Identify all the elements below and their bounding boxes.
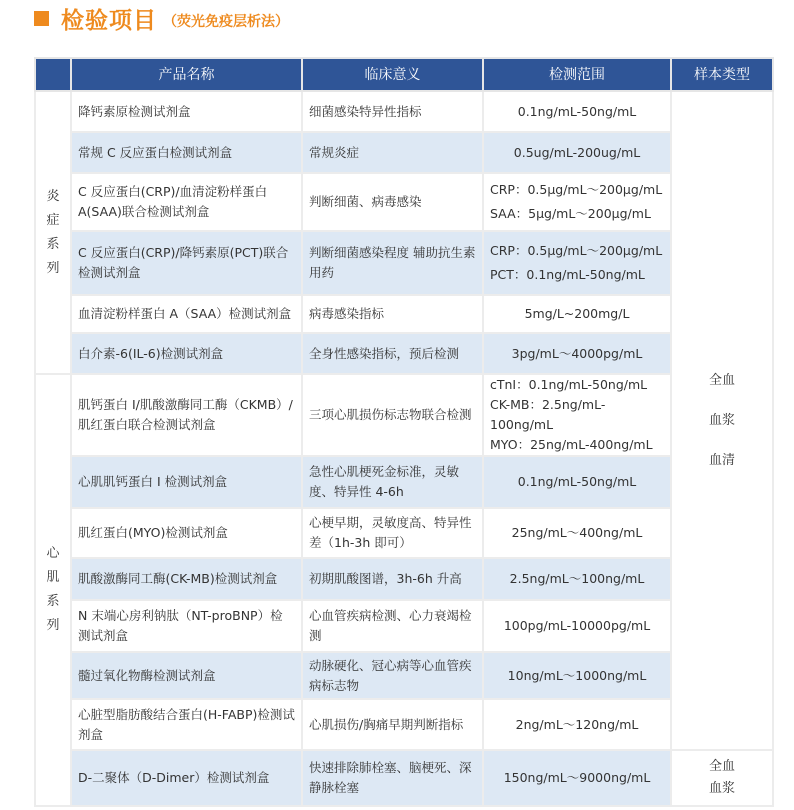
- range-line: 5mg/L~200mg/L: [524, 306, 630, 321]
- clinical-meaning: 常规炎症: [302, 132, 483, 173]
- range-line: 0.5ug/mL-200ug/mL: [513, 144, 641, 160]
- detection-range: [483, 91, 671, 132]
- detection-range: [483, 295, 671, 333]
- table-row: [35, 456, 773, 508]
- clinical-meaning: 动脉硬化、冠心病等心血管疾病标志物: [302, 652, 483, 699]
- table-row: [35, 173, 773, 231]
- sample-type-item: 血浆: [708, 781, 735, 796]
- product-name: 肌红蛋白(MYO)检测试剂盒: [71, 508, 302, 558]
- clinical-meaning: 心肌损伤/胸痛早期判断指标: [302, 699, 483, 750]
- header-meaning: 临床意义: [302, 58, 483, 91]
- product-name: 心肌肌钙蛋白 I 检测试剂盒: [71, 456, 302, 508]
- clinical-meaning: 三项心肌损伤标志物联合检测: [302, 374, 483, 456]
- range-line: 150ng/mL～9000ng/mL: [503, 770, 651, 785]
- detection-range: [483, 652, 671, 699]
- table-row: [35, 558, 773, 600]
- range-line: 10ng/mL～1000ng/mL: [507, 667, 647, 683]
- header-range: 检测范围: [483, 58, 671, 91]
- category-cell: [35, 91, 71, 374]
- clinical-meaning: 快速排除肺栓塞、脑梗死、深静脉栓塞: [302, 750, 483, 806]
- clinical-meaning: 判断细菌感染程度 辅助抗生素用药: [302, 231, 483, 295]
- sample-type-item: 全血: [708, 372, 735, 388]
- detection-range: [483, 699, 671, 750]
- detection-range: [483, 374, 671, 456]
- category-label: 心肌系列: [46, 546, 60, 633]
- header-category: [35, 58, 71, 91]
- table-row: [35, 750, 773, 806]
- detection-range: [483, 231, 671, 295]
- clinical-meaning: 心血管疾病检测、心力衰竭检测: [302, 600, 483, 652]
- table-row: [35, 652, 773, 699]
- table-row: [35, 132, 773, 173]
- detection-range: [483, 508, 671, 558]
- product-name: 血清淀粉样蛋白 A（SAA）检测试剂盒: [71, 295, 302, 333]
- detection-range: [483, 600, 671, 652]
- product-name: D-二聚体（D-Dimer）检测试剂盒: [71, 750, 302, 806]
- table-row: [35, 295, 773, 333]
- clinical-meaning: 细菌感染特异性指标: [302, 91, 483, 132]
- detection-range: [483, 558, 671, 600]
- range-line: cTnI：0.1ng/mL-50ng/mL: [490, 377, 648, 392]
- table-row: [35, 231, 773, 295]
- clinical-meaning: 病毒感染指标: [302, 295, 483, 333]
- product-name: N 末端心房利钠肽（NT-proBNP）检测试剂盒: [71, 600, 302, 652]
- table-row: [35, 374, 773, 456]
- table-row: [35, 333, 773, 374]
- range-line: 0.1ng/mL-50ng/mL: [517, 103, 637, 119]
- range-line: CRP：0.5μg/mL～200μg/mL: [490, 182, 663, 197]
- product-name: 白介素-6(IL-6)检测试剂盒: [71, 333, 302, 374]
- table-row: [35, 699, 773, 750]
- range-line: SAA：5μg/mL～200μg/mL: [490, 206, 651, 221]
- detection-range: [483, 750, 671, 806]
- clinical-meaning: 全身性感染指标，预后检测: [302, 333, 483, 374]
- range-line: MYO：25ng/mL-400ng/mL: [490, 437, 653, 452]
- detection-range: [483, 173, 671, 231]
- clinical-meaning: 心梗早期，灵敏度高、特异性差（1h-3h 即可）: [302, 508, 483, 558]
- category-cell: [35, 374, 71, 806]
- section-title: [34, 2, 289, 35]
- product-name: C 反应蛋白(CRP)/血清淀粉样蛋白A(SAA)联合检测试剂盒: [71, 173, 302, 231]
- range-line: 2ng/mL～120ng/mL: [515, 716, 639, 732]
- category-label: 炎症系列: [46, 188, 60, 276]
- product-name: C 反应蛋白(CRP)/降钙素原(PCT)联合检测试剂盒: [71, 231, 302, 295]
- detection-range: [483, 456, 671, 508]
- table-row: [35, 508, 773, 558]
- range-line: PCT：0.1ng/mL-50ng/mL: [490, 267, 645, 282]
- range-line: 100pg/mL-10000pg/mL: [503, 618, 651, 633]
- product-name: 肌酸激酶同工酶(CK-MB)检测试剂盒: [71, 558, 302, 600]
- table-row: [35, 600, 773, 652]
- product-name: 心脏型脂肪酸结合蛋白(H-FABP)检测试剂盒: [71, 699, 302, 750]
- header-sample: 样本类型: [671, 58, 773, 91]
- detection-range: [483, 132, 671, 173]
- clinical-meaning: 判断细菌、病毒感染: [302, 173, 483, 231]
- range-line: 3pg/mL～4000pg/mL: [511, 345, 643, 361]
- detection-range: [483, 333, 671, 374]
- product-name: 肌钙蛋白 I/肌酸激酶同工酶（CKMB）/肌红蛋白联合检测试剂盒: [71, 374, 302, 456]
- title-sub: （荧光免疫层析法）: [163, 13, 289, 30]
- sample-type-item: 血清: [708, 452, 735, 468]
- clinical-meaning: 初期肌酸图谱，3h-6h 升高: [302, 558, 483, 600]
- clinical-meaning: 急性心肌梗死金标准，灵敏度、特异性 4-6h: [302, 456, 483, 508]
- title-main: 检验项目: [61, 8, 157, 34]
- product-name: 降钙素原检测试剂盒: [71, 91, 302, 132]
- range-line: 0.1ng/mL-50ng/mL: [517, 474, 637, 489]
- range-line: CRP：0.5μg/mL～200μg/mL: [490, 243, 663, 258]
- range-line: 25ng/mL～400ng/mL: [511, 525, 643, 540]
- sample-type: [671, 91, 773, 750]
- product-name: 髓过氧化物酶检测试剂盒: [71, 652, 302, 699]
- title-square-icon: [34, 11, 49, 26]
- sample-type-item: 血浆: [708, 412, 735, 428]
- range-line: 2.5ng/mL～100ng/mL: [509, 571, 645, 586]
- table-header: [35, 58, 773, 91]
- sample-type: [671, 750, 773, 806]
- table-row: [35, 91, 773, 132]
- test-items-table: [34, 57, 774, 807]
- sample-type-item: 全血: [708, 759, 735, 774]
- header-product: 产品名称: [71, 58, 302, 91]
- range-line: CK-MB：2.5ng/mL-100ng/mL: [490, 397, 606, 432]
- product-name: 常规 C 反应蛋白检测试剂盒: [71, 132, 302, 173]
